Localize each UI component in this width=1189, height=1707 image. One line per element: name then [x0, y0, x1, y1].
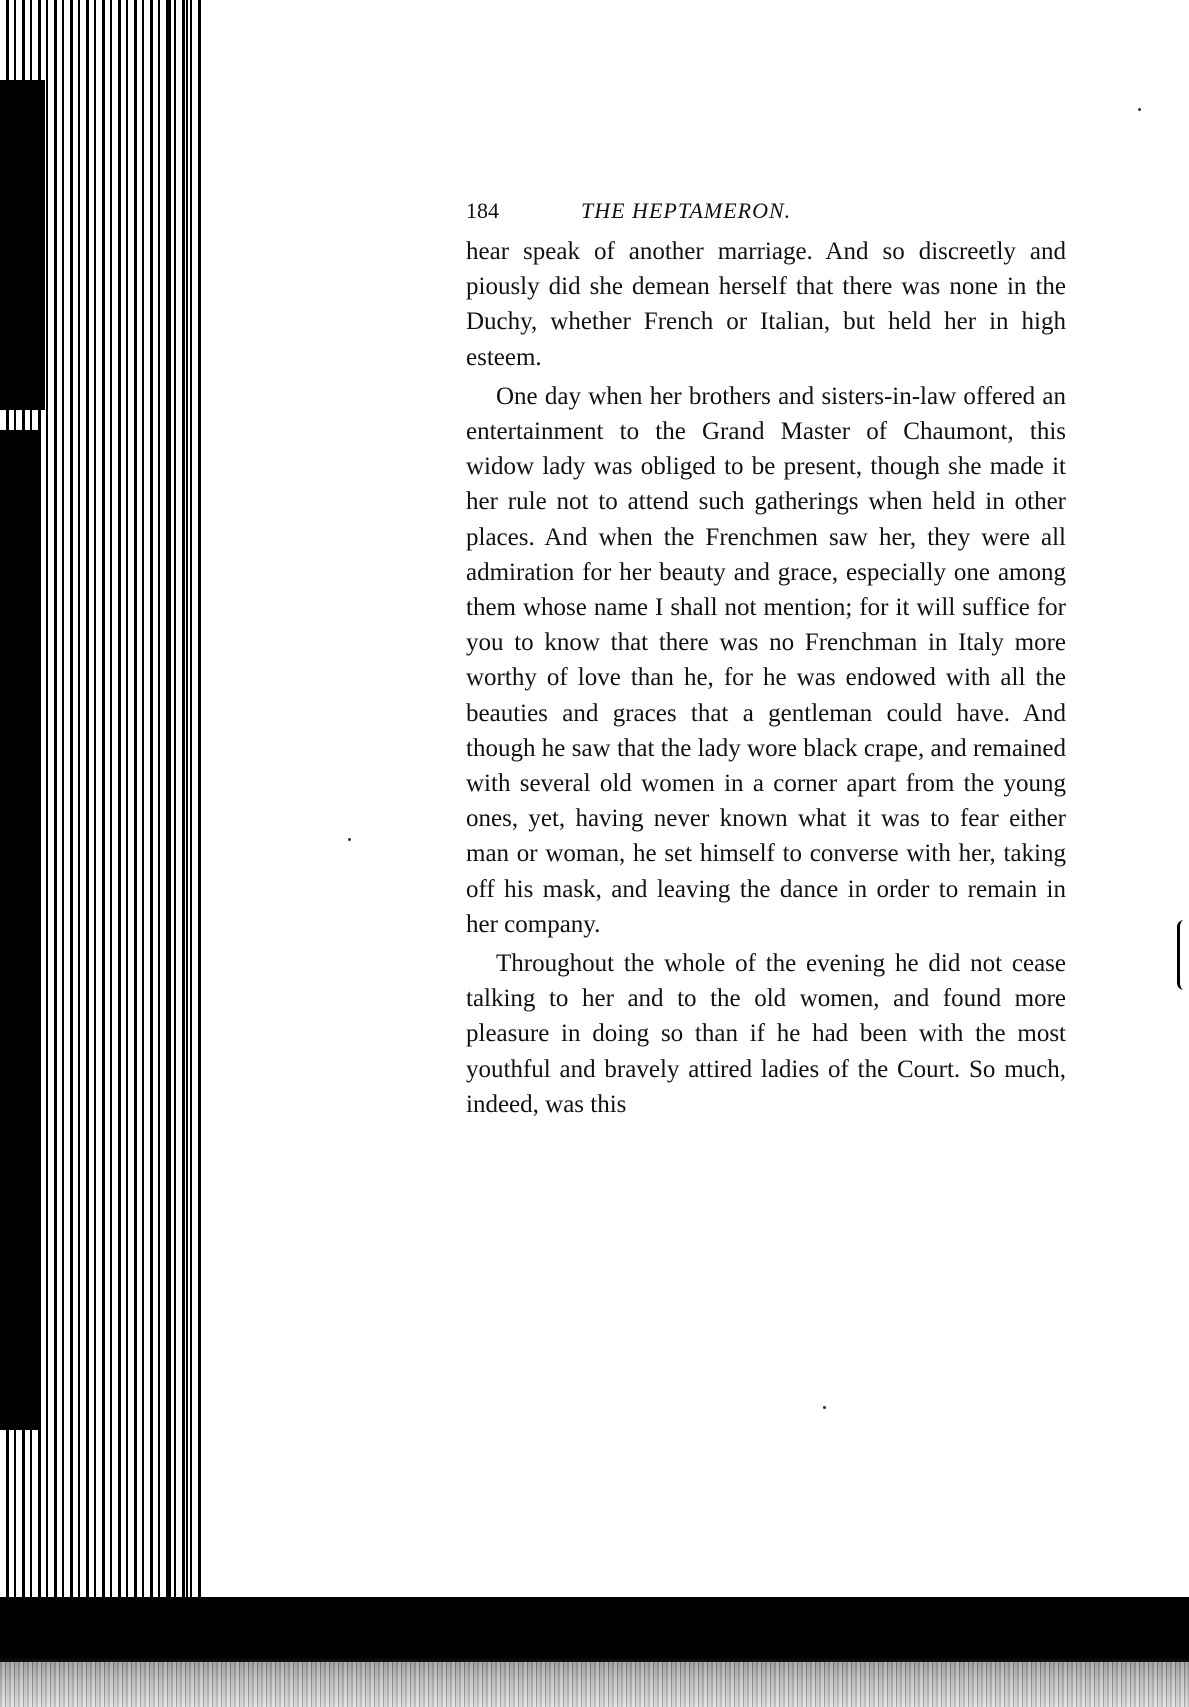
scan-speck	[1138, 108, 1141, 111]
paragraph: One day when her brothers and sisters-in-law offered an entertainment to the Grand Master of Chaumont, this widow lady was obliged to be present, though she made it her rule not to attend such gatherings when held in other places. And when the Frenchmen saw her, they were all admiration for her beauty and grace, especially one among them whose name I shall not mention; for it will suffice for you to know that there was no Frenchman in Italy more worthy of love than he, for he was endowed with all the beauties and graces that a gentleman could have. And though he saw that the lady wore black crape, and remained with several old women in a corner apart from the young ones, yet, having never known what it was to fear either man or woman, he set himself to converse with her, taking off his mask, and leaving the dance in order to remain in her company.	[466, 382, 1066, 938]
scan-noise	[0, 1662, 1189, 1707]
scan-artifact	[1177, 920, 1184, 990]
scan-bottom-shadow	[0, 1597, 1189, 1707]
paragraph: Throughout the whole of the evening he did not cease talking to her and to the old women, and found more pleasure in doing so than if he had been with the most youthful and bravely attired ladies of the Court. So much, indeed, was this	[466, 950, 1066, 1118]
binding-shadow	[0, 430, 38, 1430]
scan-speck	[823, 1406, 826, 1409]
binding-shadow	[0, 80, 45, 410]
book-binding-edge	[0, 0, 205, 1707]
page-edge-line	[150, 0, 153, 1620]
book-page	[466, 190, 1066, 1122]
running-head	[466, 190, 1066, 230]
paragraph: hear speak of another marriage. And so discreetly and piously did she demean herself that there was none in the Duchy, whether French or Italian, but held her in high esteem.	[466, 238, 1066, 371]
scan-speck	[348, 838, 351, 841]
page-edge-line	[168, 0, 171, 1620]
page-edge-line	[186, 0, 188, 1620]
page-number: 184	[466, 198, 499, 223]
running-title: THE HEPTAMERON.	[581, 198, 792, 223]
